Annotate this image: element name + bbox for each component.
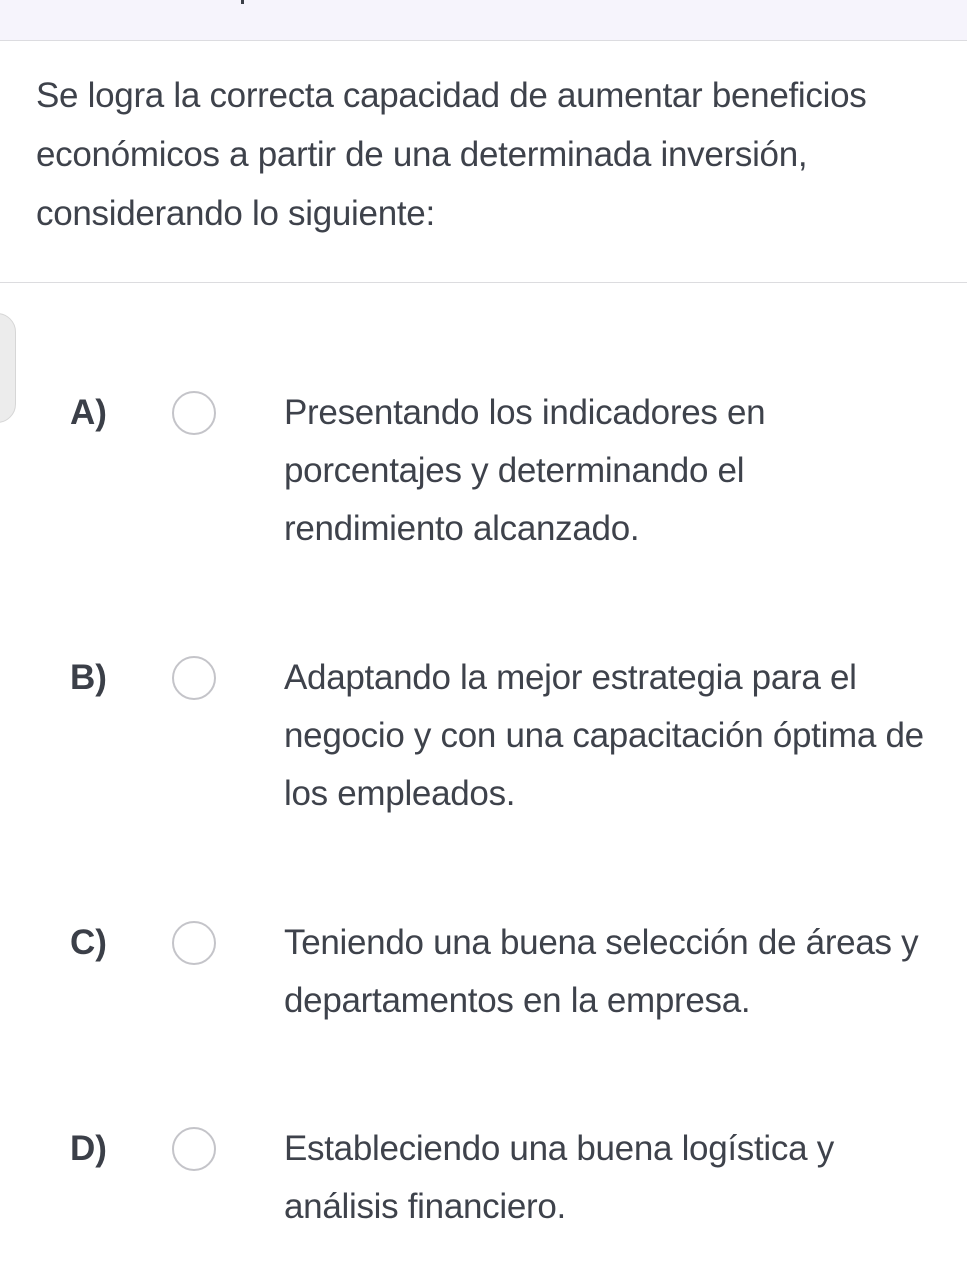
option-letter: D) (70, 1129, 107, 1168)
option-text: Adaptando la mejor estrategia para el negocio y con una capacitación óptima de los empleados. (284, 658, 924, 813)
option-letter: A) (70, 393, 107, 432)
question-text: Se logra la correcta capacidad de aumentar beneficios económicos a partir de una determinada inversión, considerando lo siguiente: (36, 76, 867, 233)
option-letter: B) (70, 658, 107, 697)
progress-tick (241, 0, 244, 4)
scroll-handle[interactable] (0, 313, 16, 423)
radio-button-c[interactable] (172, 921, 216, 965)
option-text: Teniendo una buena selección de áreas y departamentos en la empresa. (284, 923, 919, 1020)
option-letter: C) (70, 923, 107, 962)
top-bar (0, 0, 967, 41)
radio-button-a[interactable] (172, 391, 216, 435)
radio-button-d[interactable] (172, 1127, 216, 1171)
option-text: Presentando los indicadores en porcentajes y determinando el rendimiento alcanzado. (284, 393, 766, 548)
option-text: Estableciendo una buena logística y análisis financiero. (284, 1129, 834, 1226)
radio-button-b[interactable] (172, 656, 216, 700)
divider (0, 282, 967, 283)
